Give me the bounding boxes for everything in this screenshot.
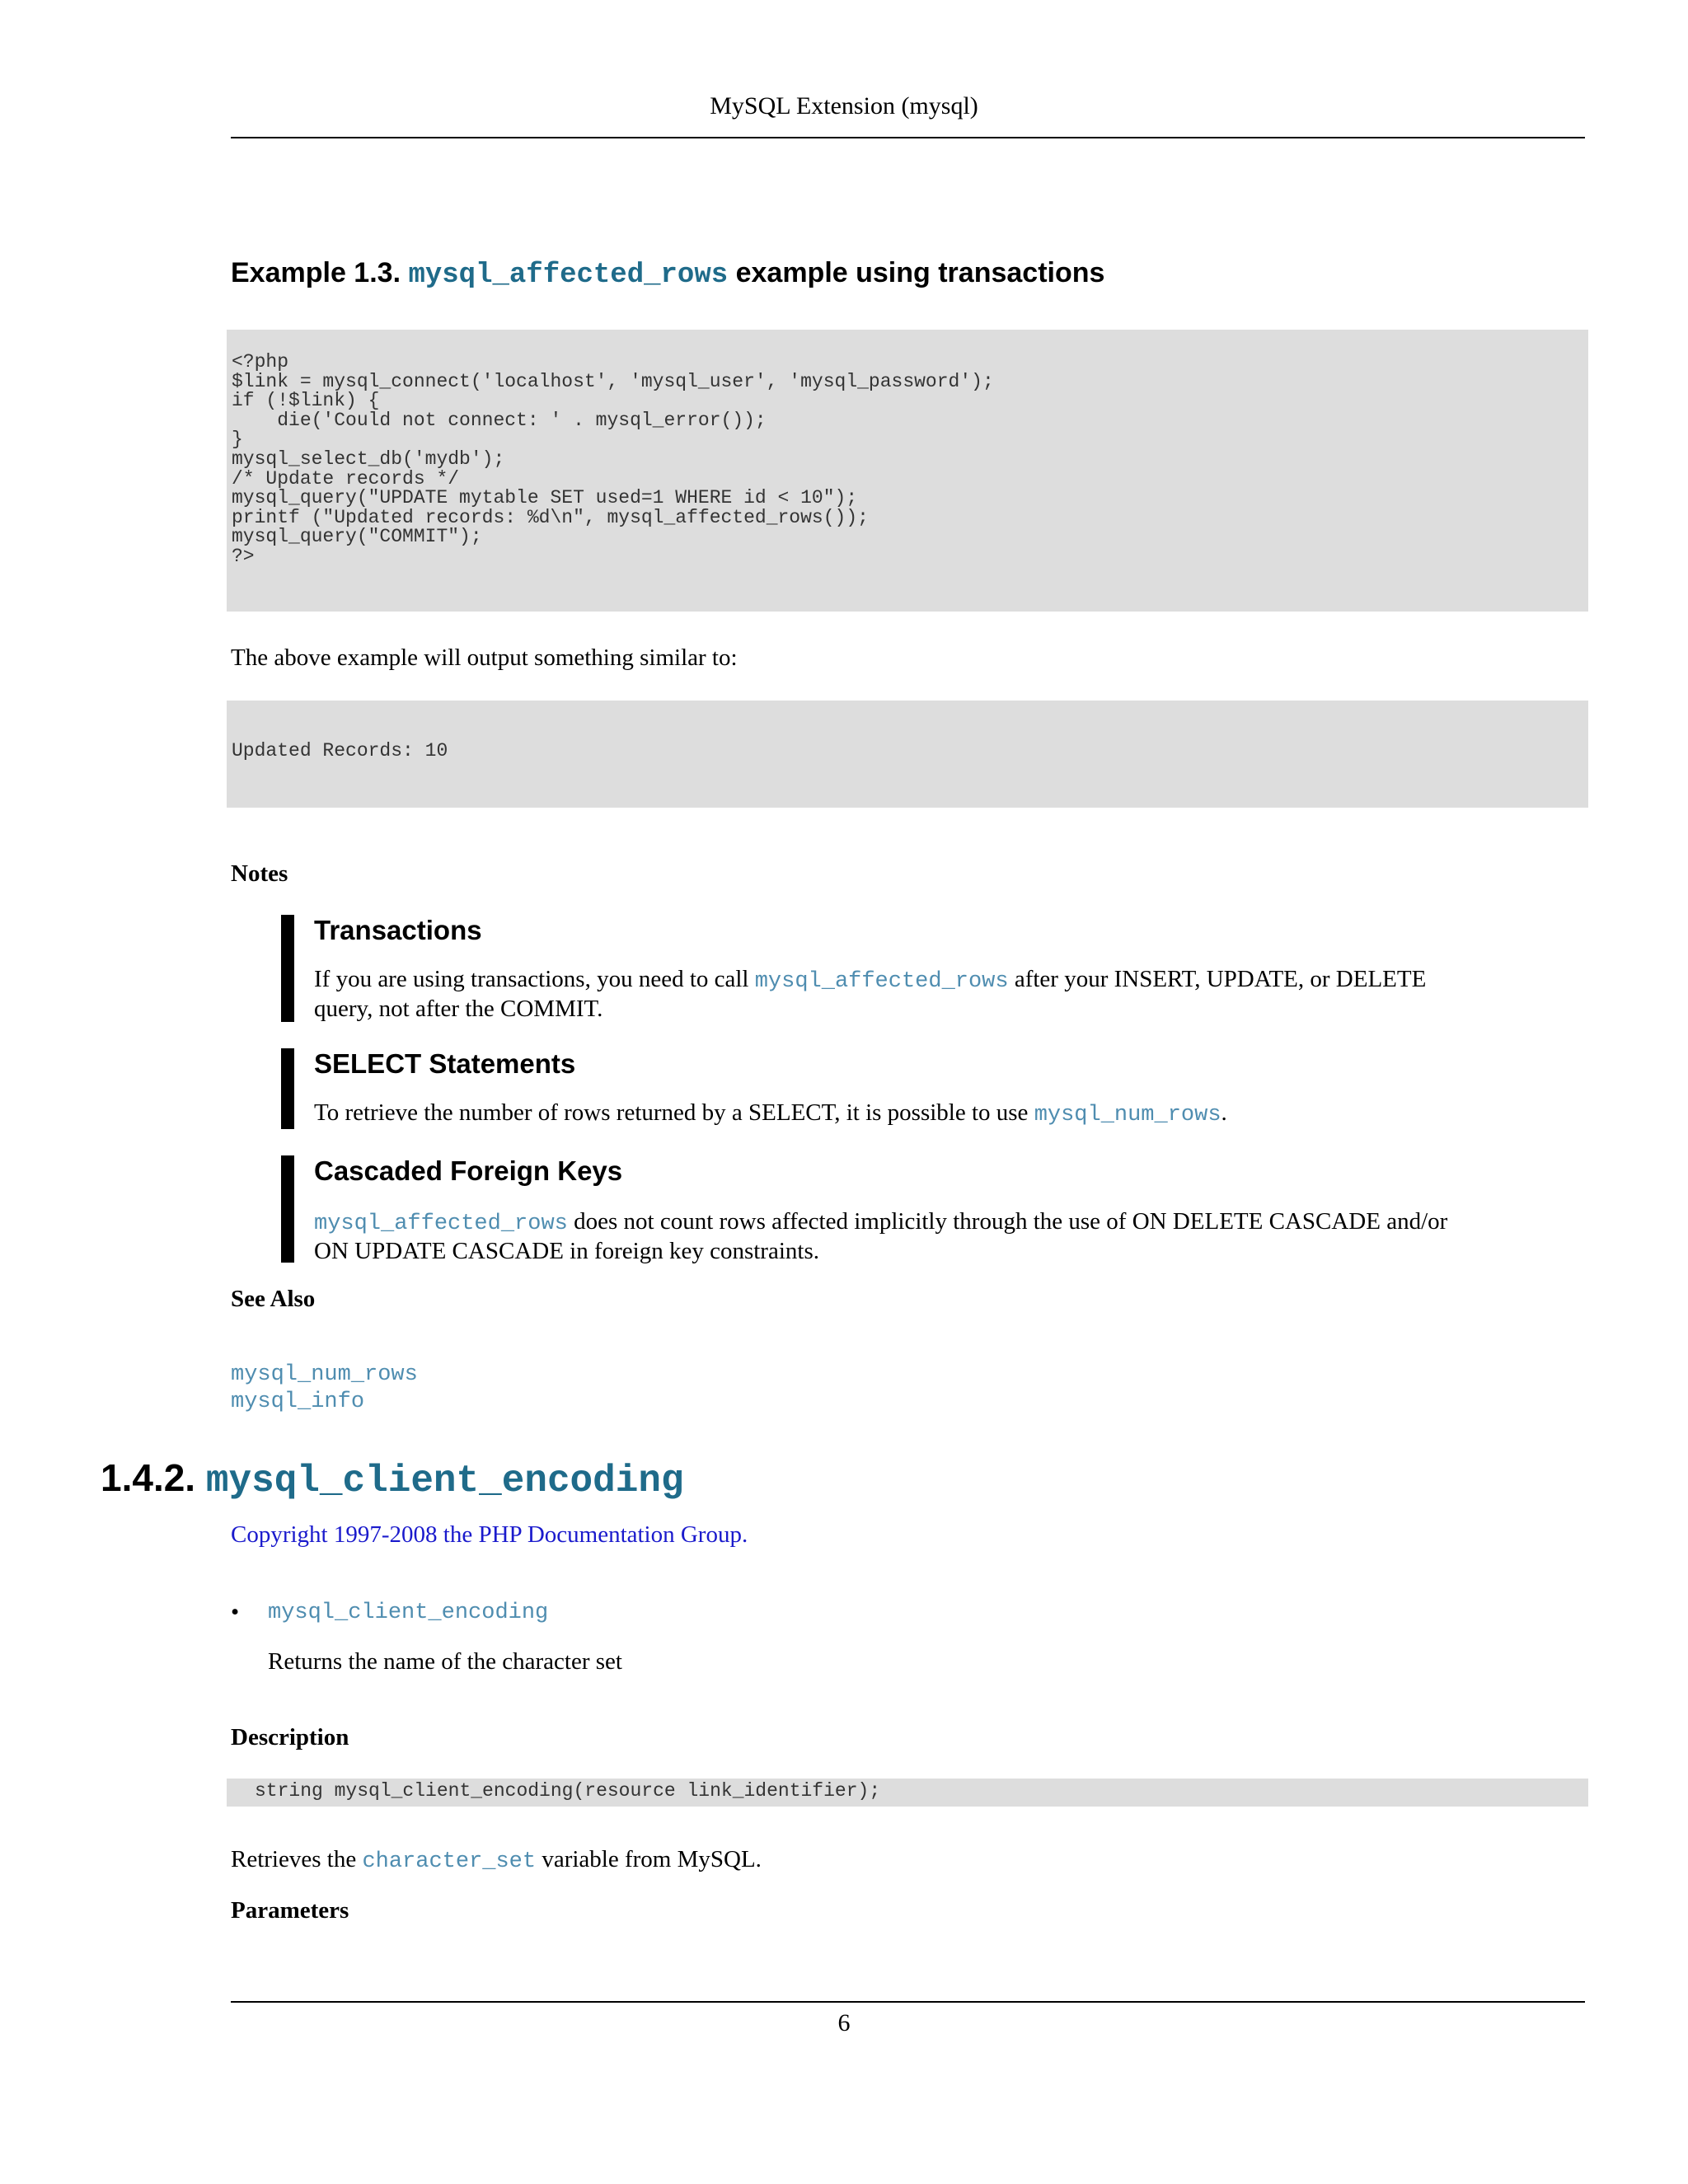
example-code: <?php $link = mysql_connect('localhost', 'mysql_user', 'mysql_password'); if (!$link) { die('Could not connect: ' . mysql_error()); } mysql_select_db('mydb'); /* Update records */ mysql_query("UPDATE mytable SET used=1 WHERE id < 10"); printf ("Updated records: %d\n", mysql_affected_rows()); mysql_query("COMMIT"); ?> xyxy=(232,351,994,567)
signature-block xyxy=(227,1779,1588,1807)
header-rule xyxy=(231,137,1585,138)
note-text-segment: . xyxy=(1221,1099,1227,1126)
note-bar xyxy=(281,915,294,1022)
output-code-block xyxy=(227,701,1588,808)
running-header: MySQL Extension (mysql) xyxy=(710,92,978,120)
note-text-segment: If you are using transactions, you need to call xyxy=(314,966,755,992)
note-text-segment: query, not after the COMMIT. xyxy=(314,996,603,1022)
retrieves-segment: Retrieves the xyxy=(231,1846,363,1872)
note-text-segment: does not count rows affected implicitly through the use of ON DELETE CASCADE and/or xyxy=(567,1208,1448,1235)
note-text-cascaded xyxy=(314,1208,1550,1265)
output-code: Updated Records: 10 xyxy=(232,740,448,762)
note-text-select xyxy=(314,1099,1550,1129)
function-signature: string mysql_client_encoding(resource link_identifier); xyxy=(255,1780,881,1802)
note-bar xyxy=(281,1155,294,1263)
page-number: 6 xyxy=(837,2009,851,2036)
section-func: mysql_client_encoding xyxy=(205,1460,684,1502)
section-heading xyxy=(101,1455,684,1502)
bullet-link-client-encoding[interactable]: mysql_client_encoding xyxy=(268,1601,549,1625)
example-func-link[interactable]: mysql_affected_rows xyxy=(408,260,729,291)
note-text-segment: To retrieve the number of rows returned by a SELECT, it is possible to use xyxy=(314,1099,1034,1126)
bullet-symbol: • xyxy=(231,1599,240,1625)
parameters-label: Parameters xyxy=(231,1897,349,1924)
note-title-cascaded: Cascaded Foreign Keys xyxy=(314,1155,623,1186)
character-set-link[interactable]: character_set xyxy=(362,1849,537,1874)
note-link-num-rows[interactable]: mysql_num_rows xyxy=(1034,1103,1221,1127)
copyright-link[interactable]: Copyright 1997-2008 the PHP Documentation Group. xyxy=(231,1521,748,1548)
bullet-description: Returns the name of the character set xyxy=(268,1648,622,1675)
description-label: Description xyxy=(231,1724,349,1750)
note-title-transactions: Transactions xyxy=(314,915,482,945)
see-also-links xyxy=(231,1361,418,1416)
note-title-select: SELECT Statements xyxy=(314,1048,576,1079)
note-link-affected-rows[interactable]: mysql_affected_rows xyxy=(314,1212,568,1236)
example-prefix: Example 1.3. xyxy=(231,257,401,288)
footer-rule xyxy=(231,2001,1585,2003)
note-bar xyxy=(281,1048,294,1129)
see-also-link-info[interactable]: mysql_info xyxy=(231,1390,365,1414)
note-text-segment: ON UPDATE CASCADE in foreign key constraints. xyxy=(314,1238,819,1264)
output-intro: The above example will output something similar to: xyxy=(231,644,738,671)
note-text-transactions xyxy=(314,966,1550,1023)
retrieves-segment: variable from MySQL. xyxy=(536,1846,762,1872)
example-title xyxy=(231,257,1104,291)
see-also-link-num-rows[interactable]: mysql_num_rows xyxy=(231,1362,418,1387)
example-code-block xyxy=(227,330,1588,612)
section-number: 1.4.2. xyxy=(101,1456,196,1499)
note-text-segment: after your INSERT, UPDATE, or DELETE xyxy=(1008,966,1427,992)
notes-label: Notes xyxy=(231,860,288,887)
see-also-label: See Also xyxy=(231,1286,316,1312)
retrieves-text xyxy=(231,1846,762,1876)
note-link-affected-rows[interactable]: mysql_affected_rows xyxy=(754,969,1009,994)
example-suffix: example using transactions xyxy=(735,257,1105,288)
